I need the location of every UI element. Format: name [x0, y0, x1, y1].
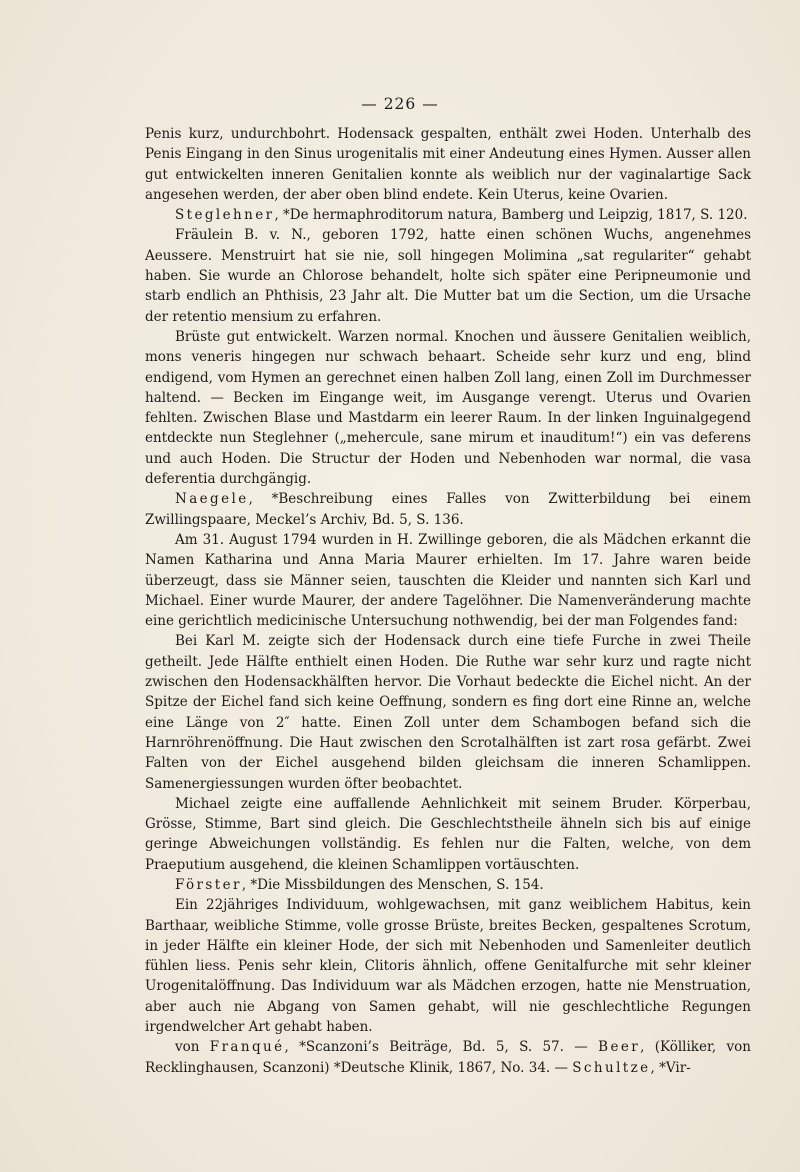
page-number: — 226 — [361, 95, 439, 113]
text-run: Fräulein B. v. N., geboren 1792, hatte einen schönen Wuchs, angenehmes Aeussere. Menstruirt hat sie nie, soll hingegen Molimina „sat regulariter“ gehabt haben. Sie wurde an Chlorose behandelt, holte sich später eine Peripneumonie und starb endlich an Phthisis, 23 Jahr alt. Die Mutter bat um die Section, um die Ursache der retentio mensium zu erfahren. [145, 227, 751, 325]
paragraph [145, 225, 751, 326]
citation-paragraph [145, 875, 751, 895]
author-name: Schultze [572, 1059, 651, 1076]
author-name: Steglehner [175, 207, 275, 224]
citation-paragraph [145, 205, 751, 225]
paragraph [145, 895, 751, 1037]
text-run: Am 31. August 1794 wurden in H. Zwillinge geboren, die als Mädchen erkannt die Namen Katharina und Anna Maria Maurer erhielten. Im 17. Jahre waren beide überzeugt, dass sie Männer seien, tauschten die Kleider und nannten sich Karl und Michael. Einer wurde Maurer, der andere Tagelöhner. Die Namenveränderung machte eine gerichtlich medicinische Untersuchung nothwendig, bei der man Folgendes fand: [145, 531, 751, 630]
paragraph [145, 631, 751, 793]
citation-paragraph [145, 1037, 751, 1078]
text-run: , (Kölliker, von Recklinghausen, Scanzoni) *Deutsche Klinik, 1867, No. 34. — [145, 1039, 751, 1076]
text-run: Penis kurz, undurchbohrt. Hodensack gespalten, enthält zwei Hoden. Unterhalb des Penis Eingang in den Sinus urogenitalis mit einer Andeutung eines Hymen. Ausser allen gut entwickelten inneren Genitalien konnte als weiblich nur der vaginalartige Sack angesehen werden, der aber oben blind endete. Kein Uterus, keine Ovarien. [145, 126, 751, 203]
author-name: Förster [175, 876, 242, 893]
text-run: , *Beschreibung eines Falles von Zwitterbildung bei einem Zwillingspaare, Meckel’s Archiv, Bd. 5, S. 136. [145, 491, 751, 528]
body-text [145, 124, 751, 1078]
text-run: Brüste gut entwickelt. Warzen normal. Knochen und äussere Genitalien weiblich, mons veneris hingegen nur schwach behaart. Scheide sehr kurz und eng, blind endigend, vom Hymen an gerechnet einen halben Zoll lang, einen Zoll im Durchmesser haltend. — Becken im Eingange weit, im Ausgange verengt. Uterus und Ovarien fehlten. Zwischen Blase und Mastdarm ein leerer Raum. In der linken Inguinalgegend entdeckte nun Steglehner („mehercule, sane mirum et inauditum!“) ein vas deferens und auch Hoden. Die Structur der Hoden und Nebenhoden war normal, die vasa deferentia durchgängig. [145, 328, 751, 488]
text-run: Ein 22jähriges Individuum, wohlgewachsen, mit ganz weiblichem Habitus, kein Barthaar, weibliche Stimme, volle grosse Brüste, breites Becken, gespaltenes Scrotum, in jeder Hälfte ein kleiner Hode, der sich mit Nebenhoden und Samenleiter deutlich fühlen liess. Penis sehr klein, Clitoris ähnlich, offene Genitalfurche mit sehr kleiner Urogenitalöffnung. Das Individuum war als Mädchen erzogen, hatte nie Menstruation, aber auch nie Abgang von Samen gehabt, will nie geschlechtliche Regungen irgendwelcher Art gehabt haben. [145, 897, 751, 1036]
paragraph [145, 124, 751, 205]
text-run: von [175, 1039, 210, 1056]
citation-paragraph [145, 489, 751, 530]
paragraph [145, 530, 751, 631]
text-run: , *Scanzoni’s Beiträge, Bd. 5, S. 57. — [284, 1039, 599, 1056]
paragraph [145, 794, 751, 875]
author-name: Beer [598, 1039, 641, 1056]
text-run: Bei Karl M. zeigte sich der Hodensack durch eine tiefe Furche in zwei Theile getheilt. Jede Hälfte enthielt einen Hoden. Die Ruthe war sehr kurz und ragte nicht zwischen den Hodensackhälften hervor. Die Vorhaut bedeckte die Eichel nicht. An der Spitze der Eichel fand sich keine Oeffnung, sondern es fing dort eine Rinne an, welche eine Länge von 2″ hatte. Einen Zoll unter dem Schambogen befand sich die Harnröhrenöffnung. Die Haut zwischen den Scrotalhälften ist zart rosa gefärbt. Zwei Falten von der Eichel ausgehend bilden gleichsam die inneren Schamlippen. Samenergiessungen wurden öfter beobachtet. [145, 633, 751, 792]
text-run: , *Die Missbildungen des Menschen, S. 154. [241, 876, 544, 893]
text-run: Michael zeigte eine auffallende Aehnlichkeit mit seinem Bruder. Körperbau, Grösse, Stimme, Bart sind gleich. Die Geschlechtstheile ähneln sich bis auf einige geringe Abweichungen vollständig. Es fehlen nur die Falten, welche, von dem Praeputium ausgehend, die kleinen Schamlippen vortäuschten. [145, 795, 751, 873]
paragraph [145, 327, 751, 489]
author-name: Franqué [209, 1039, 285, 1056]
author-name: Naegele [175, 491, 249, 508]
text-run: , *De hermaphroditorum natura, Bamberg und Leipzig, 1817, S. 120. [274, 207, 748, 224]
text-run: , *Vir- [650, 1059, 691, 1076]
